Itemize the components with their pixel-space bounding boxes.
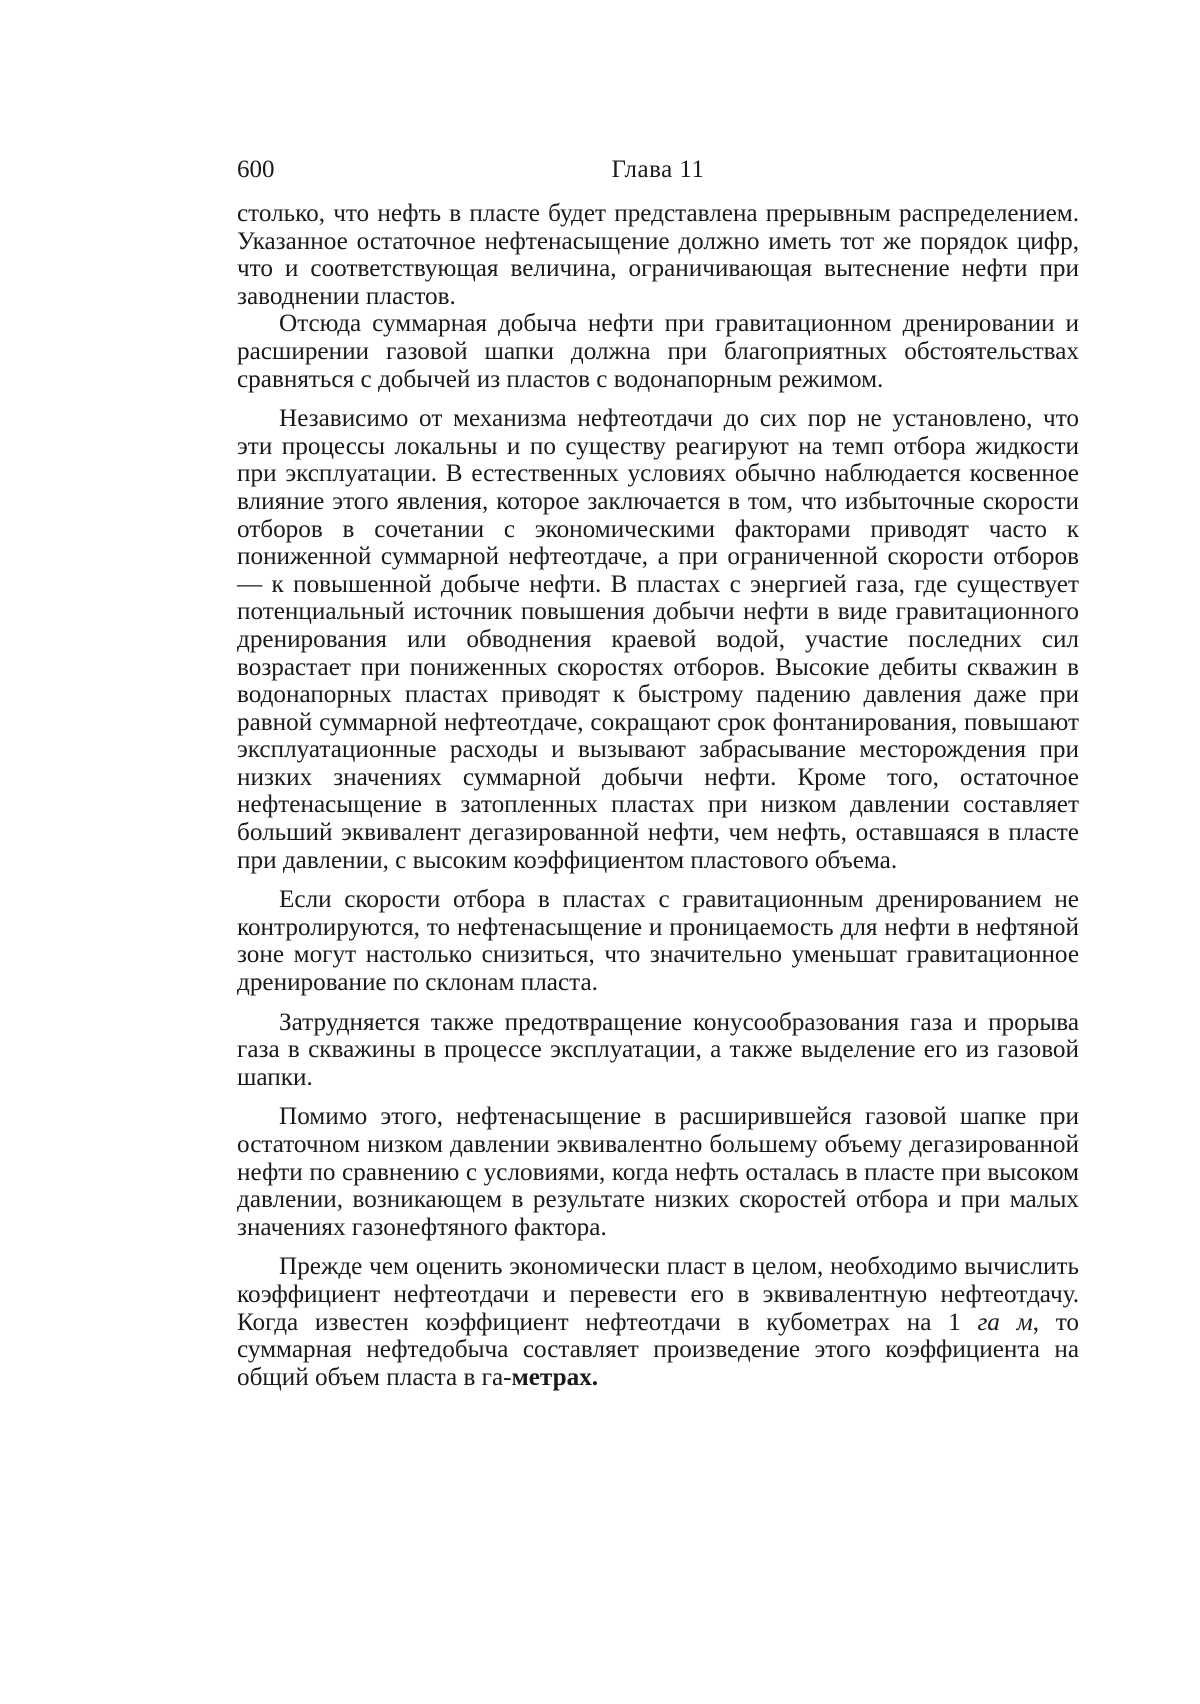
paragraph-6: Помимо этого, нефтенасыщение в расширившейся газовой шапке при остаточном низком давлении эквивалентно большему объему дегазированной нефти по сравнению с условиями, когда нефть осталась в пласте при высоком давлении, возникающем в результате низких скоростей отбора и при малых значениях газонефтяного фактора. [237,1103,1079,1241]
paragraph-7-text-3: метрах. [511,1363,599,1391]
running-head [237,150,1079,190]
paragraph-1: столько, что нефть в пласте будет представлена прерывным распределением. Указанное остаточное нефтенасыщение должно иметь тот же порядок цифр, что и соответствующая величина, ограничивающая вытеснение нефти при заводнении пластов. [237,200,1079,310]
paragraph-3: Независимо от механизма нефтеотдачи до сих пор не установлено, что эти процессы локальны и по существу реагируют на темп отбора жидкости при эксплуатации. В естественных условиях обычно наблюдается косвенное влияние этого явления, которое заключается в том, что избыточные скорости отборов в сочетании с экономическими факторами приводят часто к пониженной суммарной нефтеотдаче, а при ограниченной скорости отборов — к повышенной добыче нефти. В пластах с энергией газа, где существует потенциальный источник повышения добычи нефти в виде гравитационного дренирования или обводнения краевой водой, участие последних сил возрастает при пониженных скоростях отборов. Высокие дебиты скважин в водонапорных пластах приводят к быстрому падению давления даже при равной суммарной нефтеотдаче, сокращают срок фонтанирования, повышают эксплуатационные расходы и вызывают забрасывание месторождения при низких значениях суммарной добычи нефти. Кроме того, остаточное нефтенасыщение в затопленных пластах при низком давлении составляет больший эквивалент дегазированной нефти, чем нефть, оставшаяся в пласте при давлении, с высоким коэффициентом пластового объема. [237,405,1079,874]
page-number: 600 [237,156,275,183]
paragraph-4: Если скорости отбора в пластах с гравитационным дренированием не контролируются, то нефтенасыщение и проницаемость для нефти в нефтяной зоне могут настолько снизиться, что значительно уменьшат гравитационное дренирование по склонам пласта. [237,886,1079,997]
body-text [237,200,1079,1391]
unit-ha-m: га м [977,1308,1033,1336]
chapter-title: Глава 11 [611,156,705,183]
paragraph-7 [237,1253,1079,1391]
book-page [237,150,1079,1391]
paragraph-5: Затрудняется также предотвращение конусообразования газа и прорыва газа в скважины в процессе эксплуатации, а также выделение его из газовой шапки. [237,1008,1079,1091]
paragraph-7-text-2: , то суммарная нефтедобыча составляет произведение этого коэффициента на общий объем пласта в га- [237,1308,1079,1391]
paragraph-7-text-1: Прежде чем оценить экономически пласт в целом, необходимо вычислить коэффициент нефтеотдачи и перевести его в эквивалентную нефтеотдачу. Когда известен коэффициент нефтеотдачи в кубометрах на 1 [237,1253,1079,1336]
paragraph-2: Отсюда суммарная добыча нефти при гравитационном дренировании и расширении газовой шапки должна при благоприятных обстоятельствах сравняться с добычей из пластов с водонапорным режимом. [237,310,1079,393]
